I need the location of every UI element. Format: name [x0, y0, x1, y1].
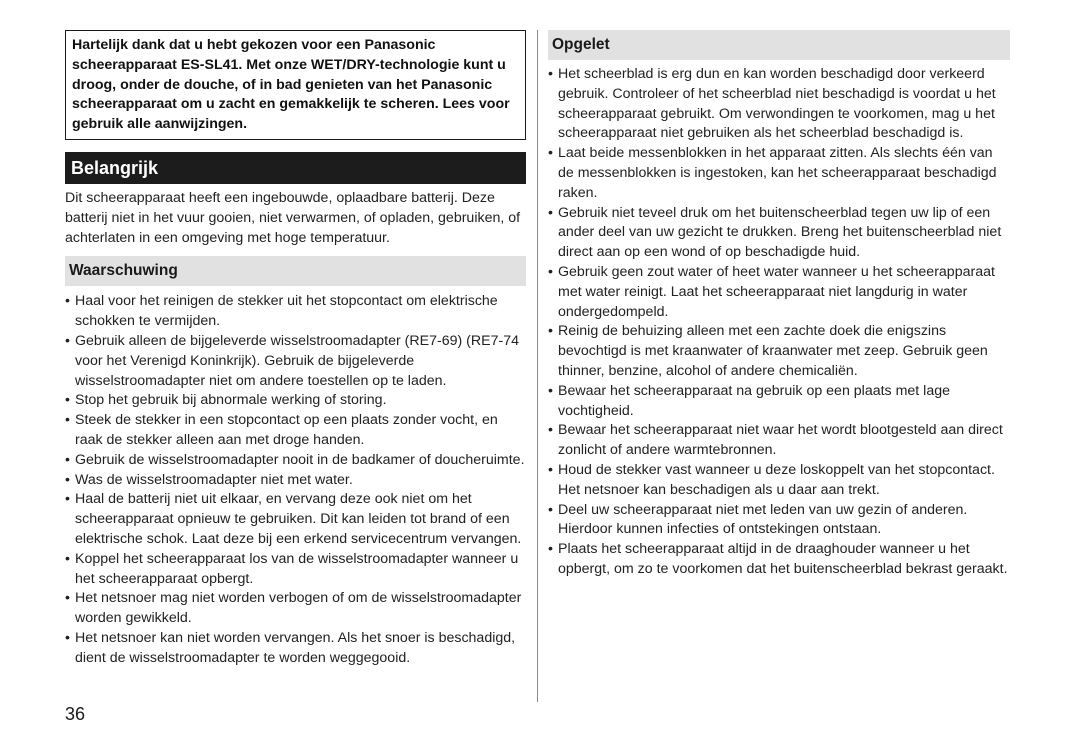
list-item-text: Gebruik geen zout water of heet water wanneer u het scheerapparaat met water reinigt. Laat het scheerapparaat niet langdurig in water ondergedompeld. [558, 263, 995, 320]
list-item [65, 391, 526, 411]
list-item [65, 629, 526, 669]
list-item-text: Gebruik alleen de bijgeleverde wisselstroomadapter (RE7-69) (RE7-74 voor het Verenigd Koninkrijk). Gebruik de bijgeleverde wisselstroomadapter niet om andere toestellen op te laden. [75, 332, 519, 389]
waarschuwing-heading: Waarschuwing [65, 256, 526, 286]
list-item [548, 461, 1010, 501]
list-item-text: Haal de batterij niet uit elkaar, en vervang deze ook niet om het scheerapparaat opnieuw te gebruiken. Dit kan leiden tot brand of een elektrische schok. Laat deze bij een erkend servicecentrum vervangen. [75, 491, 522, 547]
list-item-text: Deel uw scheerapparaat niet met leden van uw gezin of anderen. Hierdoor kunnen infecties of ontstekingen ontstaan. [558, 501, 968, 538]
list-item [548, 540, 1010, 580]
bullet-icon: • [65, 629, 70, 646]
list-item [65, 332, 526, 391]
bullet-icon: • [65, 550, 70, 567]
list-item [548, 144, 1010, 203]
bullet-icon: • [548, 263, 553, 280]
list-item-text: Bewaar het scheerapparaat niet waar het wordt blootgesteld aan direct zonlicht of andere warmtebronnen. [558, 422, 1003, 459]
bullet-icon: • [548, 323, 553, 340]
bullet-icon: • [65, 590, 70, 607]
left-column [65, 30, 526, 669]
bullet-icon: • [65, 293, 70, 310]
bullet-icon: • [65, 471, 70, 488]
bullet-icon: • [548, 382, 553, 399]
list-item-text: Gebruik niet teveel druk om het buitenscheerblad tegen uw lip of een ander deel van uw gezicht te drukken. Breng het buitenscheerblad niet direct aan op een wond of op beschadigde huid. [558, 204, 1002, 261]
list-item [548, 382, 1010, 422]
list-item [65, 471, 526, 491]
list-item [548, 204, 1010, 263]
list-item [548, 263, 1010, 322]
list-item-text: Gebruik de wisselstroomadapter nooit in de badkamer of doucheruimte. [75, 451, 525, 468]
opgelet-list [548, 65, 1010, 580]
bullet-icon: • [548, 501, 553, 518]
list-item-text: Plaats het scheerapparaat altijd in de draaghouder wanneer u het opbergt, om zo te voorkomen dat het buitenscheerblad bekrast geraakt. [558, 541, 1008, 577]
opgelet-heading: Opgelet [548, 30, 1010, 60]
waarschuwing-list [65, 292, 526, 668]
list-item-text: Koppel het scheerapparaat los van de wisselstroomadapter wanneer u het scheerapparaat opbergt. [75, 550, 519, 587]
list-item-text: Het scheerblad is erg dun en kan worden beschadigd door verkeerd gebruik. Controleer of het scheerblad niet beschadigd is voordat u het scheerapparaat gebruikt. Om verwondingen te voorkomen, mag u het scheerapparaat niet gebruiken als het scheerblad beschadigd is. [558, 66, 996, 142]
list-item-text: Bewaar het scheerapparaat na gebruik op een plaats met lage vochtigheid. [558, 382, 950, 419]
bullet-icon: • [548, 66, 553, 82]
list-item [65, 411, 526, 451]
bullet-icon: • [548, 461, 553, 478]
list-item [65, 451, 526, 471]
list-item-text: Laat beide messenblokken in het apparaat zitten. Als slechts één van de messenblokken is ingestoken, kan het scheerapparaat beschadigd raken. [558, 145, 997, 201]
bullet-icon: • [548, 422, 553, 439]
list-item-text: Houd de stekker vast wanneer u deze loskoppelt van het stopcontact. Het netsnoer kan beschadigen als u daar aan trekt. [558, 461, 995, 498]
list-item [548, 65, 1010, 144]
column-divider [537, 30, 538, 702]
list-item [65, 550, 526, 590]
right-column [548, 30, 1010, 580]
list-item [548, 501, 1010, 541]
intro-box: Hartelijk dank dat u hebt gekozen voor een Panasonic scheerapparaat ES-SL41. Met onze WET/DRY-technologie kunt u droog, onder de douche, of in bad genieten van het Panasonic scheerapparaat om u zacht en gemakkelijk te scheren. Lees voor gebruik alle aanwijzingen. [65, 30, 526, 140]
bullet-icon: • [65, 412, 70, 429]
list-item-text: Het netsnoer kan niet worden vervangen. Als het snoer is beschadigd, dient de wisselstroomadapter te worden weggegooid. [75, 629, 516, 666]
list-item [65, 292, 526, 332]
belangrijk-heading: Belangrijk [65, 152, 526, 184]
list-item [548, 322, 1010, 381]
bullet-icon: • [65, 392, 70, 409]
belangrijk-text: Dit scheerapparaat heeft een ingebouwde, oplaadbare batterij. Deze batterij niet in het vuur gooien, niet verwarmen, of opladen, gebruiken, of achterlaten in een omgeving met hoge temperatuur. [65, 189, 521, 246]
list-item-text: Haal voor het reinigen de stekker uit het stopcontact om elektrische schokken te vermijden. [75, 293, 498, 330]
page-number: 36 [65, 704, 86, 724]
bullet-icon: • [548, 145, 553, 162]
bullet-icon: • [548, 541, 553, 558]
list-item [548, 421, 1010, 461]
bullet-icon: • [65, 451, 70, 468]
bullet-icon: • [548, 204, 553, 221]
list-item [65, 490, 526, 549]
list-item-text: Was de wisselstroomadapter niet met water. [75, 471, 353, 488]
list-item-text: Stop het gebruik bij abnormale werking of storing. [75, 392, 387, 409]
list-item-text: Reinig de behuizing alleen met een zachte doek die enigszins bevochtigd is met kraanwater of kraanwater met zeep. Gebruik geen thinner, benzine, alcohol of andere chemicaliën. [558, 323, 988, 379]
list-item-text: Het netsnoer mag niet worden verbogen of om de wisselstroomadapter worden gewikkeld. [75, 590, 522, 627]
bullet-icon: • [65, 332, 70, 349]
bullet-icon: • [65, 491, 70, 508]
list-item [65, 589, 526, 629]
list-item-text: Steek de stekker in een stopcontact op een plaats zonder vocht, en raak de stekker alleen aan met droge handen. [75, 412, 498, 448]
